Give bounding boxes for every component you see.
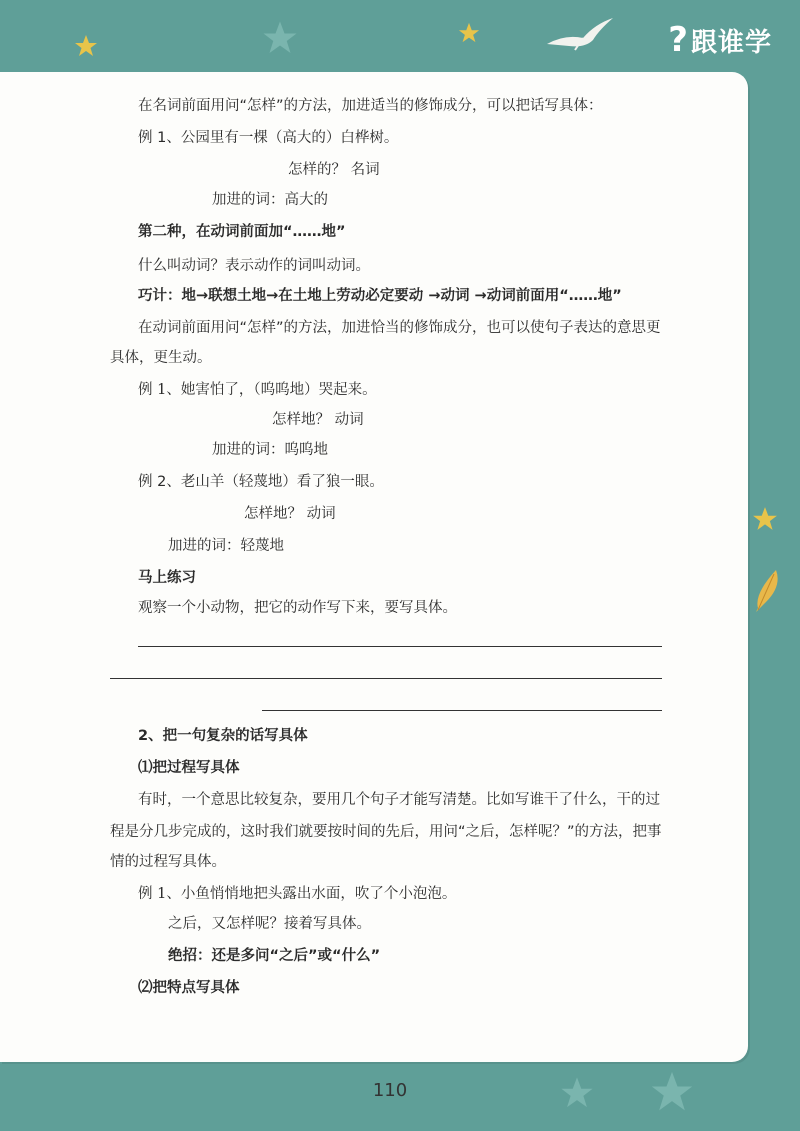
star-icon <box>262 20 298 56</box>
subsection-heading: ⑵把特点写具体 <box>138 980 240 996</box>
page-number: 110 <box>372 1080 408 1101</box>
section-heading: 2、把一句复杂的话写具体 <box>138 728 308 744</box>
text-line: 具体，更生动。 <box>110 350 212 366</box>
writing-line[interactable] <box>262 710 662 711</box>
text-line: 情的过程写具体。 <box>110 854 226 870</box>
writing-line[interactable] <box>138 646 662 647</box>
page-sheet <box>0 72 748 1062</box>
star-icon <box>752 506 778 532</box>
text-line: 加进的词：高大的 <box>212 192 328 208</box>
text-line: 怎样地？ 动词 <box>272 412 364 428</box>
example-line: 例 2、老山羊（轻蔑地）看了狼一眼。 <box>138 474 384 490</box>
crane-icon <box>545 14 615 54</box>
writing-line[interactable] <box>110 678 662 679</box>
subsection-heading: ⑴把过程写具体 <box>138 760 240 776</box>
star-icon <box>74 34 98 58</box>
text-line: 什么叫动词？表示动作的词叫动词。 <box>138 258 370 274</box>
text-line: 之后，又怎样呢？接着写具体。 <box>168 916 371 932</box>
text-line: 怎样地？ 动词 <box>244 506 336 522</box>
text-line: 加进的词：呜呜地 <box>212 442 328 458</box>
text-line: 在动词前面用问“怎样”的方法，加进恰当的修饰成分，也可以使句子表达的意思更 <box>138 320 661 336</box>
practice-heading: 马上练习 <box>138 570 196 586</box>
text-line: 加进的词：轻蔑地 <box>168 538 284 554</box>
section-heading: 第二种，在动词前面加“……地” <box>138 224 346 240</box>
example-line: 例 1、小鱼悄悄地把头露出水面，吹了个小泡泡。 <box>138 886 457 902</box>
star-icon <box>458 22 480 44</box>
example-line: 例 1、公园里有一棵（高大的）白桦树。 <box>138 130 399 146</box>
tip-line: 巧计：地→联想土地→在土地上劳动必定要动 →动词 →动词前面用“……地” <box>138 288 622 304</box>
text-line: 观察一个小动物，把它的动作写下来，要写具体。 <box>138 600 457 616</box>
tip-line: 绝招：还是多问“之后”或“什么” <box>168 948 381 964</box>
brand-logo: ?跟谁学 <box>668 20 772 60</box>
text-line: 程是分几步完成的，这时我们就要按时间的先后，用问“之后，怎样呢？”的方法，把事 <box>110 824 662 840</box>
text-line: 在名词前面用问“怎样”的方法，加进适当的修饰成分，可以把话写具体： <box>138 98 603 114</box>
text-line: 有时，一个意思比较复杂，要用几个句子才能写清楚。比如写谁干了什么，干的过 <box>138 792 660 808</box>
text-line: 怎样的？ 名词 <box>288 162 380 178</box>
feather-icon <box>752 568 782 614</box>
example-line: 例 1、她害怕了，（呜呜地）哭起来。 <box>138 382 377 398</box>
